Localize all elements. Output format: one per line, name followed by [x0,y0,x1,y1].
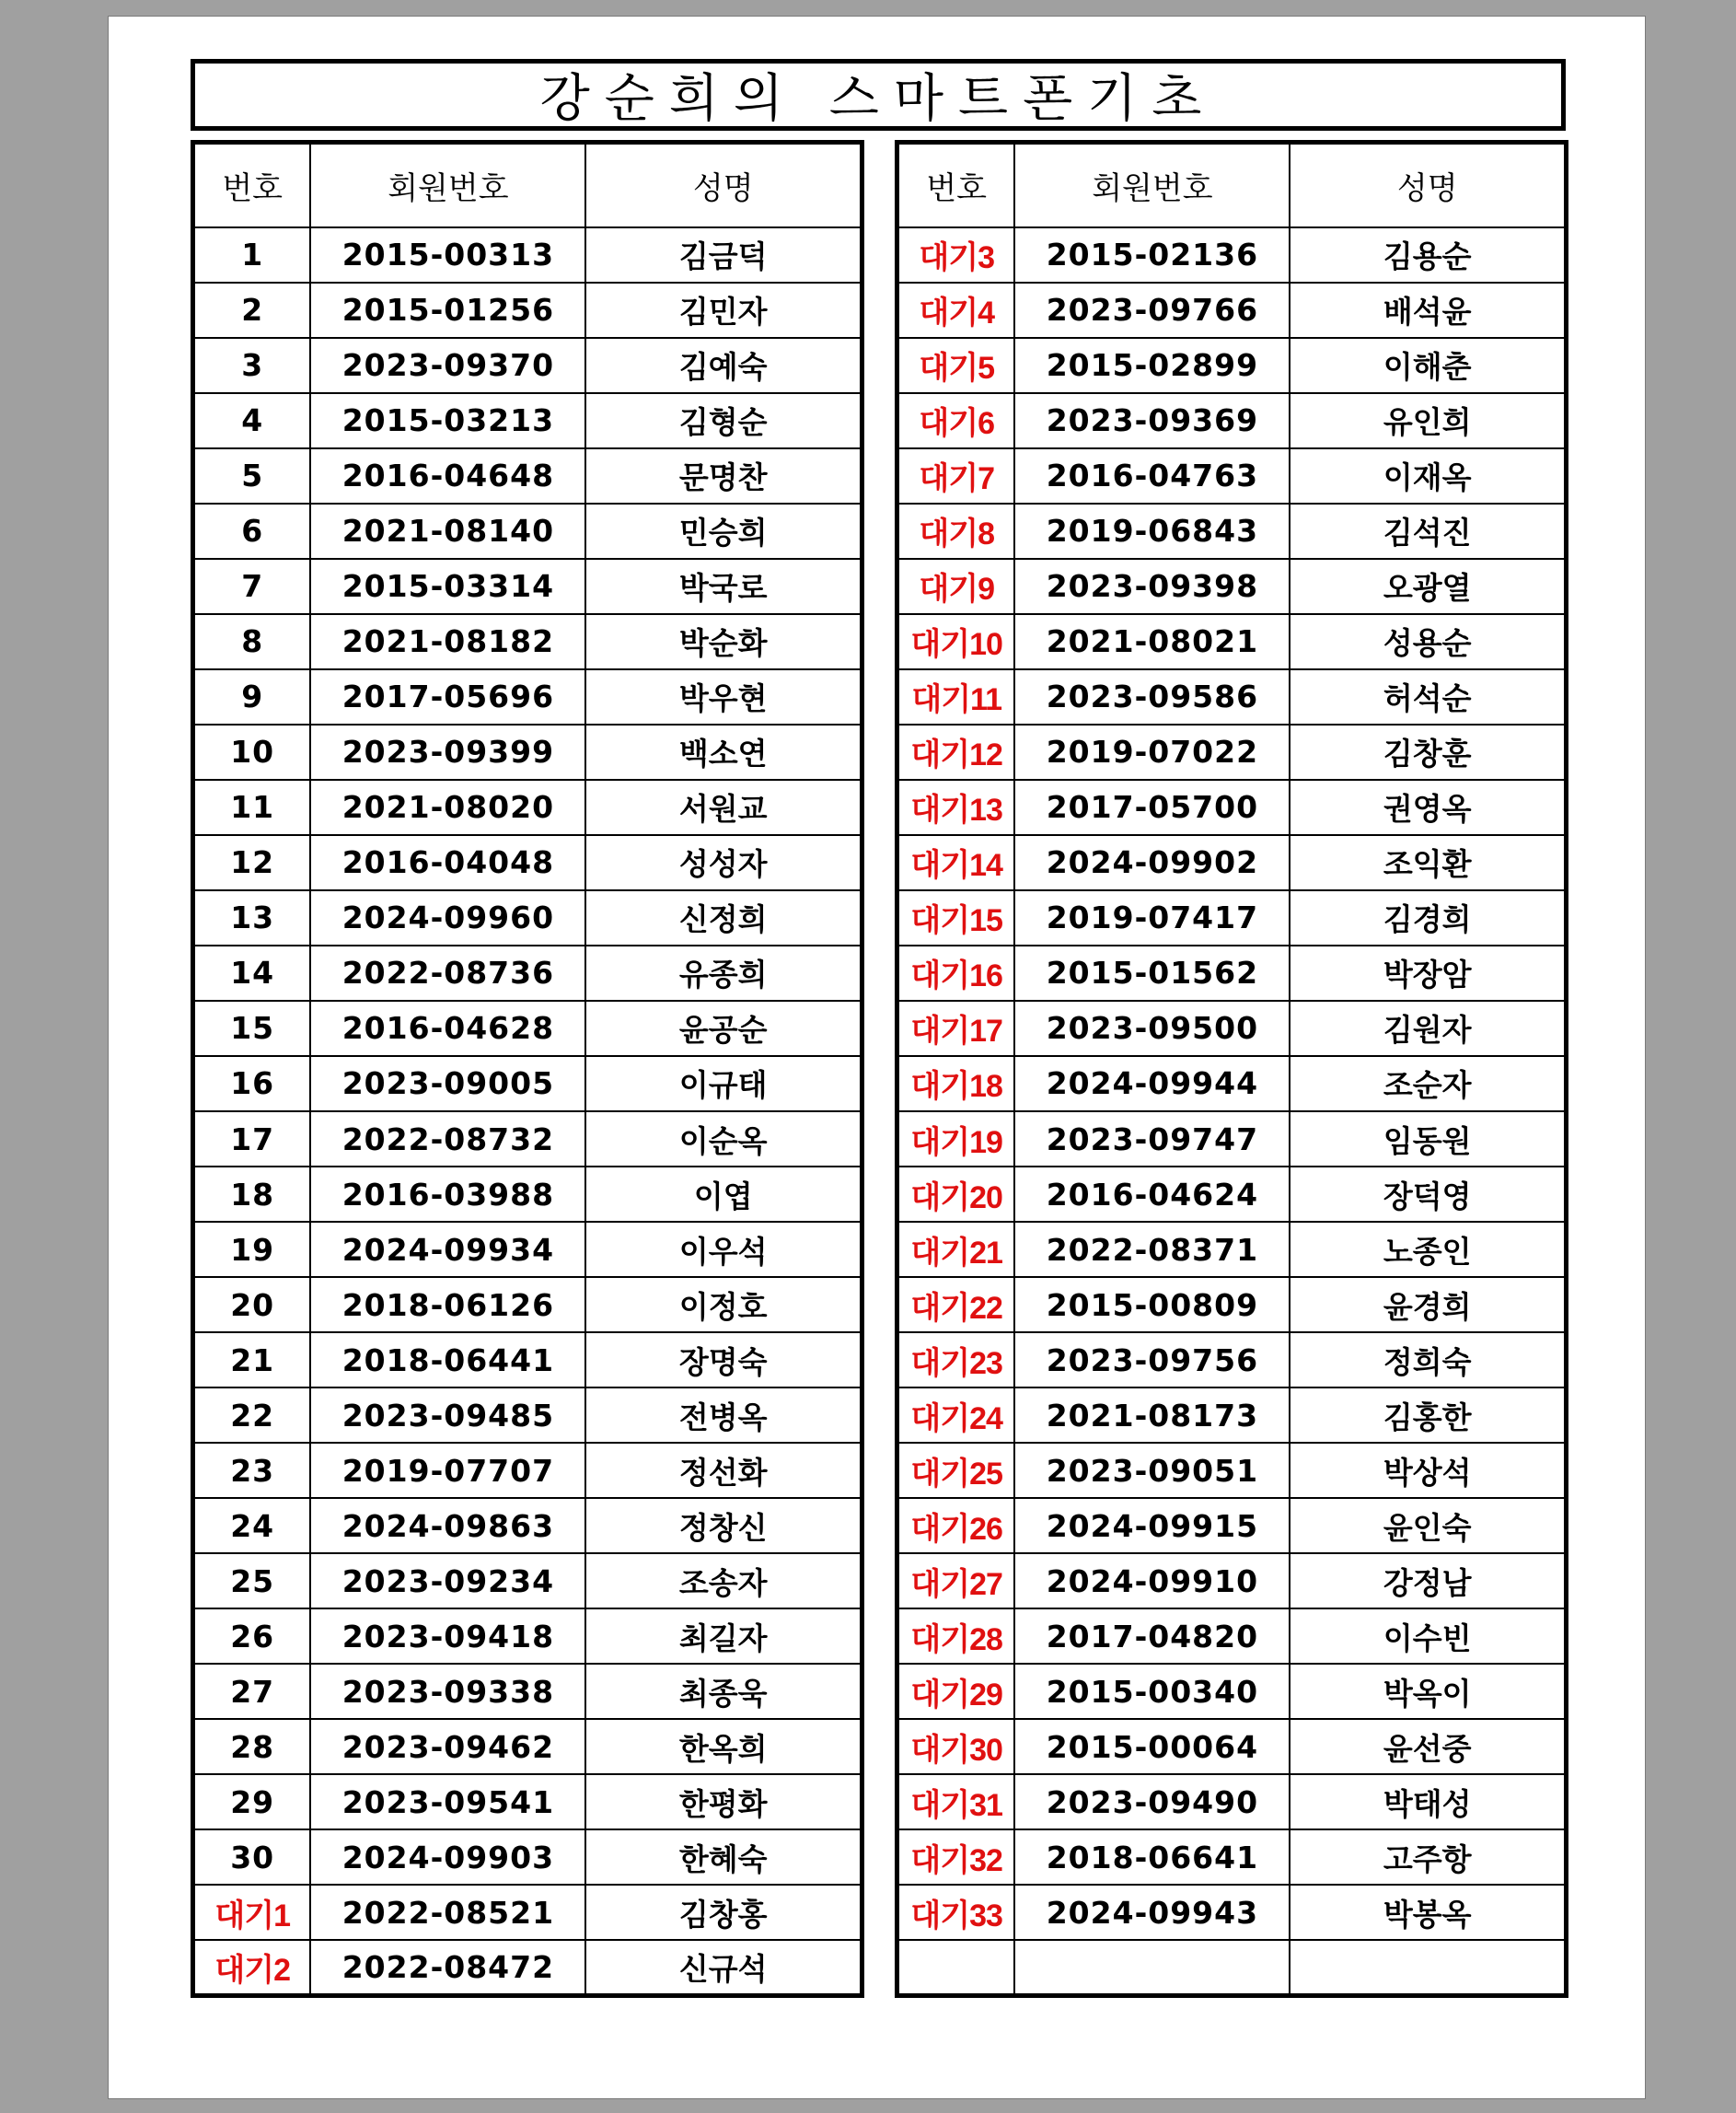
table-row [897,835,1567,890]
row-number: 18 [193,1167,311,1222]
member-id-cell: 2016-04048 [310,835,585,890]
member-name-cell: 김형순 [585,393,862,448]
member-name-cell: 한평화 [585,1774,862,1829]
member-id-cell: 2021-08182 [310,614,585,669]
row-number: 10 [193,725,311,780]
table-row [897,283,1567,338]
row-number: 대기27 [897,1553,1015,1608]
row-number: 8 [193,614,311,669]
member-id-cell: 2023-09369 [1014,393,1290,448]
member-id-cell: 2023-09541 [310,1774,585,1829]
row-number: 24 [193,1498,311,1553]
member-id-cell: 2023-09370 [310,338,585,393]
row-number: 대기7 [897,448,1015,504]
member-id-cell: 2015-00340 [1014,1664,1290,1719]
member-id-cell: 2019-06843 [1014,504,1290,559]
member-id-cell [1014,1940,1290,1995]
member-name-cell [1290,1940,1566,1995]
member-id-cell: 2017-04820 [1014,1608,1290,1664]
member-id-cell: 2015-01562 [1014,946,1290,1001]
member-id-cell: 2019-07022 [1014,725,1290,780]
row-number: 19 [193,1222,311,1277]
member-name-cell: 박봉옥 [1290,1885,1566,1940]
member-name-cell: 배석윤 [1290,283,1566,338]
row-number: 대기18 [897,1056,1015,1111]
member-id-cell: 2021-08173 [1014,1387,1290,1443]
row-number [897,1940,1015,1995]
table-row [193,725,862,780]
member-id-cell: 2015-02899 [1014,338,1290,393]
row-number: 대기30 [897,1719,1015,1774]
member-id-cell: 2021-08020 [310,780,585,835]
member-name-cell: 이규태 [585,1056,862,1111]
row-number: 대기17 [897,1001,1015,1056]
member-id-cell: 2017-05700 [1014,780,1290,835]
table-row [193,946,862,1001]
row-number: 25 [193,1553,311,1608]
member-name-cell: 박태성 [1290,1774,1566,1829]
member-id-cell: 2023-09490 [1014,1774,1290,1829]
row-number: 21 [193,1332,311,1387]
member-name-cell: 박순화 [585,614,862,669]
row-number: 4 [193,393,311,448]
member-id-cell: 2023-09756 [1014,1332,1290,1387]
member-name-cell: 성성자 [585,835,862,890]
table-row [193,669,862,725]
member-name-cell: 정선화 [585,1443,862,1498]
table-row [193,1498,862,1553]
row-number: 대기8 [897,504,1015,559]
member-name-cell: 윤인숙 [1290,1498,1566,1553]
row-number: 대기13 [897,780,1015,835]
row-number: 9 [193,669,311,725]
member-name-cell: 김창훈 [1290,725,1566,780]
member-id-cell: 2023-09399 [310,725,585,780]
member-name-cell: 최종욱 [585,1664,862,1719]
table-row [897,1167,1567,1222]
member-id-cell: 2024-09910 [1014,1553,1290,1608]
member-name-cell: 윤경희 [1290,1277,1566,1332]
member-name-cell: 조송자 [585,1553,862,1608]
row-number: 26 [193,1608,311,1664]
table-row [193,1222,862,1277]
member-name-cell: 김석진 [1290,504,1566,559]
member-name-cell: 이엽 [585,1167,862,1222]
table-row [897,1553,1567,1608]
table-row [193,1167,862,1222]
table-row [897,1829,1567,1885]
member-name-cell: 정창신 [585,1498,862,1553]
member-id-cell: 2024-09902 [1014,835,1290,890]
row-number: 대기9 [897,559,1015,614]
row-number: 대기15 [897,890,1015,946]
table-row [897,1111,1567,1167]
member-name-cell: 장명숙 [585,1332,862,1387]
row-number: 대기20 [897,1167,1015,1222]
member-id-cell: 2022-08732 [310,1111,585,1167]
table-row [897,1885,1567,1940]
member-id-cell: 2016-04648 [310,448,585,504]
row-number: 17 [193,1111,311,1167]
member-name-cell: 노종인 [1290,1222,1566,1277]
member-id-cell: 2015-00064 [1014,1719,1290,1774]
member-id-cell: 2023-09485 [310,1387,585,1443]
member-id-cell: 2015-03314 [310,559,585,614]
member-name-cell: 김금덕 [585,227,862,283]
table-row [193,1332,862,1387]
member-id-cell: 2016-04628 [310,1001,585,1056]
header-no: 번호 [897,143,1015,227]
member-name-cell: 박우현 [585,669,862,725]
header-row [193,143,862,227]
member-id-cell: 2023-09500 [1014,1001,1290,1056]
member-name-cell: 한혜숙 [585,1829,862,1885]
member-id-cell: 2022-08736 [310,946,585,1001]
member-name-cell: 박상석 [1290,1443,1566,1498]
member-id-cell: 2023-09747 [1014,1111,1290,1167]
member-id-cell: 2018-06441 [310,1332,585,1387]
member-id-cell: 2015-00809 [1014,1277,1290,1332]
table-row [897,1940,1567,1995]
member-id-cell: 2023-09766 [1014,283,1290,338]
row-number: 대기11 [897,669,1015,725]
member-name-cell: 이수빈 [1290,1608,1566,1664]
member-name-cell: 김창홍 [585,1885,862,1940]
member-id-cell: 2018-06126 [310,1277,585,1332]
member-name-cell: 정희숙 [1290,1332,1566,1387]
member-id-cell: 2024-09915 [1014,1498,1290,1553]
member-name-cell: 강정남 [1290,1553,1566,1608]
member-id-cell: 2024-09960 [310,890,585,946]
row-number: 대기33 [897,1885,1015,1940]
member-name-cell: 이재옥 [1290,448,1566,504]
member-name-cell: 민승희 [585,504,862,559]
member-id-cell: 2023-09586 [1014,669,1290,725]
member-id-cell: 2019-07417 [1014,890,1290,946]
member-name-cell: 이우석 [585,1222,862,1277]
table-row [193,1001,862,1056]
row-number: 27 [193,1664,311,1719]
table-row [193,1056,862,1111]
table-row [193,1111,862,1167]
member-name-cell: 장덕영 [1290,1167,1566,1222]
member-name-cell: 신규석 [585,1940,862,1995]
table-row [897,1056,1567,1111]
row-number: 5 [193,448,311,504]
table-row [897,1443,1567,1498]
roster-table-right [895,140,1568,1998]
row-number: 대기23 [897,1332,1015,1387]
member-name-cell: 백소연 [585,725,862,780]
row-number: 대기24 [897,1387,1015,1443]
member-id-cell: 2023-09051 [1014,1443,1290,1498]
table-row [897,448,1567,504]
row-number: 대기14 [897,835,1015,890]
member-id-cell: 2024-09934 [310,1222,585,1277]
member-name-cell: 신정희 [585,890,862,946]
table-row [193,614,862,669]
row-number: 13 [193,890,311,946]
document-page [108,16,1646,2099]
member-id-cell: 2015-00313 [310,227,585,283]
member-name-cell: 성용순 [1290,614,1566,669]
member-id-cell: 2024-09863 [310,1498,585,1553]
member-id-cell: 2023-09005 [310,1056,585,1111]
table-row [193,1553,862,1608]
row-number: 7 [193,559,311,614]
row-number: 23 [193,1443,311,1498]
table-row [193,1940,862,1995]
member-name-cell: 박국로 [585,559,862,614]
row-number: 대기10 [897,614,1015,669]
row-number: 대기25 [897,1443,1015,1498]
table-row [897,1332,1567,1387]
row-number: 20 [193,1277,311,1332]
row-number: 대기22 [897,1277,1015,1332]
member-id-cell: 2022-08371 [1014,1222,1290,1277]
member-id-cell: 2024-09944 [1014,1056,1290,1111]
member-id-cell: 2023-09338 [310,1664,585,1719]
table-row [897,1277,1567,1332]
member-id-cell: 2016-03988 [310,1167,585,1222]
member-id-cell: 2023-09462 [310,1719,585,1774]
member-id-cell: 2021-08021 [1014,614,1290,669]
row-number: 대기5 [897,338,1015,393]
header-row [897,143,1567,227]
table-row [193,835,862,890]
row-number: 22 [193,1387,311,1443]
row-number: 대기19 [897,1111,1015,1167]
row-number: 대기28 [897,1608,1015,1664]
table-row [193,1608,862,1664]
member-name-cell: 전병옥 [585,1387,862,1443]
member-name-cell: 조익환 [1290,835,1566,890]
member-id-cell: 2015-01256 [310,283,585,338]
member-id-cell: 2023-09398 [1014,559,1290,614]
table-row [897,227,1567,283]
member-id-cell: 2016-04763 [1014,448,1290,504]
row-number: 대기2 [193,1940,311,1995]
member-name-cell: 김용순 [1290,227,1566,283]
row-number: 대기26 [897,1498,1015,1553]
member-name-cell: 임동원 [1290,1111,1566,1167]
table-row [897,780,1567,835]
roster-body-right [897,227,1567,1996]
table-row [897,504,1567,559]
member-name-cell: 김예숙 [585,338,862,393]
table-row [897,393,1567,448]
table-row [897,890,1567,946]
member-name-cell: 김경희 [1290,890,1566,946]
row-number: 2 [193,283,311,338]
table-row [193,890,862,946]
member-name-cell: 윤선중 [1290,1719,1566,1774]
table-row [193,283,862,338]
member-id-cell: 2023-09234 [310,1553,585,1608]
row-number: 대기32 [897,1829,1015,1885]
header-member-id: 회원번호 [310,143,585,227]
row-number: 3 [193,338,311,393]
table-row [193,1387,862,1443]
table-row [897,1664,1567,1719]
table-row [193,1664,862,1719]
member-name-cell: 오광열 [1290,559,1566,614]
row-number: 대기16 [897,946,1015,1001]
table-row [897,946,1567,1001]
row-number: 6 [193,504,311,559]
table-row [897,559,1567,614]
member-name-cell: 유종희 [585,946,862,1001]
member-id-cell: 2023-09418 [310,1608,585,1664]
row-number: 대기31 [897,1774,1015,1829]
row-number: 대기29 [897,1664,1015,1719]
member-id-cell: 2024-09943 [1014,1885,1290,1940]
row-number: 12 [193,835,311,890]
member-name-cell: 윤공순 [585,1001,862,1056]
member-id-cell: 2021-08140 [310,504,585,559]
member-id-cell: 2019-07707 [310,1443,585,1498]
member-id-cell: 2024-09903 [310,1829,585,1885]
member-name-cell: 김원자 [1290,1001,1566,1056]
member-name-cell: 유인희 [1290,393,1566,448]
table-row [897,725,1567,780]
row-number: 29 [193,1774,311,1829]
member-name-cell: 문명찬 [585,448,862,504]
member-name-cell: 이해춘 [1290,338,1566,393]
row-number: 대기6 [897,393,1015,448]
header-no: 번호 [193,143,311,227]
table-row [193,780,862,835]
roster-body-left [193,227,862,1996]
table-row [193,393,862,448]
member-name-cell: 최길자 [585,1608,862,1664]
roster-table-left [191,140,864,1998]
member-name-cell: 이정호 [585,1277,862,1332]
member-id-cell: 2022-08472 [310,1940,585,1995]
row-number: 대기12 [897,725,1015,780]
table-row [897,1222,1567,1277]
table-row [897,669,1567,725]
member-name-cell: 박장암 [1290,946,1566,1001]
member-id-cell: 2018-06641 [1014,1829,1290,1885]
table-row [193,227,862,283]
table-row [193,559,862,614]
member-id-cell: 2015-02136 [1014,227,1290,283]
row-number: 대기4 [897,283,1015,338]
table-row [897,1608,1567,1664]
table-row [193,1885,862,1940]
header-member-id: 회원번호 [1014,143,1290,227]
row-number: 1 [193,227,311,283]
member-id-cell: 2016-04624 [1014,1167,1290,1222]
member-name-cell: 조순자 [1290,1056,1566,1111]
table-row [897,1001,1567,1056]
table-row [897,1498,1567,1553]
member-name-cell: 박옥이 [1290,1664,1566,1719]
header-name: 성명 [1290,143,1566,227]
table-row [897,614,1567,669]
table-row [193,504,862,559]
table-row [897,1719,1567,1774]
table-row [897,1774,1567,1829]
member-name-cell: 김민자 [585,283,862,338]
table-row [897,338,1567,393]
member-name-cell: 서원교 [585,780,862,835]
table-row [193,338,862,393]
row-number: 16 [193,1056,311,1111]
member-id-cell: 2015-03213 [310,393,585,448]
member-name-cell: 고주항 [1290,1829,1566,1885]
row-number: 대기3 [897,227,1015,283]
table-row [193,1829,862,1885]
row-number: 30 [193,1829,311,1885]
member-name-cell: 김홍한 [1290,1387,1566,1443]
table-row [193,1774,862,1829]
table-row [193,1277,862,1332]
member-name-cell: 한옥희 [585,1719,862,1774]
table-row [193,448,862,504]
row-number: 28 [193,1719,311,1774]
row-number: 대기21 [897,1222,1015,1277]
member-name-cell: 권영옥 [1290,780,1566,835]
table-row [193,1719,862,1774]
row-number: 대기1 [193,1885,311,1940]
member-name-cell: 이순옥 [585,1111,862,1167]
row-number: 11 [193,780,311,835]
table-row [897,1387,1567,1443]
row-number: 14 [193,946,311,1001]
header-name: 성명 [585,143,862,227]
page-title: 강순희의 스마트폰기초 [191,59,1566,131]
member-id-cell: 2017-05696 [310,669,585,725]
member-name-cell: 허석순 [1290,669,1566,725]
row-number: 15 [193,1001,311,1056]
table-row [193,1443,862,1498]
member-id-cell: 2022-08521 [310,1885,585,1940]
